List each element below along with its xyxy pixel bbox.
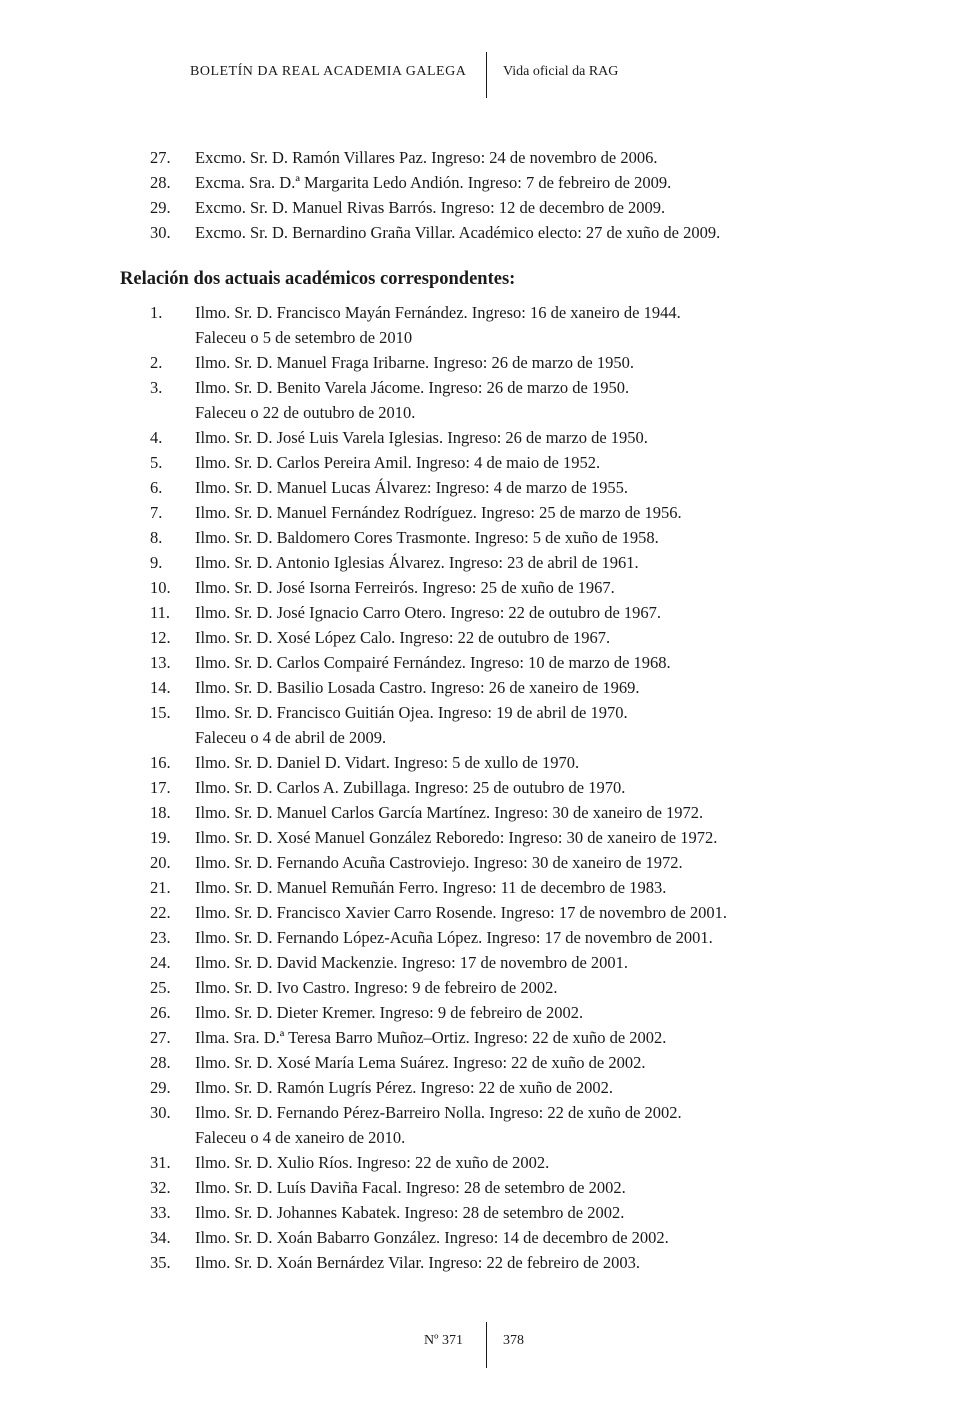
entry-text: Ilmo. Sr. D. David Mackenzie. Ingreso: 17 de novembro de 2001. bbox=[195, 953, 629, 972]
entry-number: 3. bbox=[150, 378, 163, 397]
entry-note-line bbox=[0, 400, 975, 425]
entry-line bbox=[0, 525, 975, 550]
entry-line bbox=[0, 1225, 975, 1250]
entry-number: 34. bbox=[150, 1228, 171, 1247]
list-item bbox=[0, 375, 975, 425]
entry-number: 17. bbox=[150, 778, 171, 797]
list-item bbox=[0, 1175, 975, 1200]
entry-text: Ilmo. Sr. D. Manuel Carlos García Martínez. Ingreso: 30 de xaneiro de 1972. bbox=[195, 803, 704, 822]
entry-number: 12. bbox=[150, 628, 171, 647]
entry-number: 33. bbox=[150, 1203, 171, 1222]
list-item bbox=[0, 775, 975, 800]
entry-text: Excmo. Sr. D. Manuel Rivas Barrós. Ingreso: 12 de decembro de 2009. bbox=[195, 198, 666, 217]
numerary-academicians-list bbox=[0, 145, 975, 245]
entry-line bbox=[0, 375, 975, 400]
entry-text: Ilmo. Sr. D. Johannes Kabatek. Ingreso: 28 de setembro de 2002. bbox=[195, 1203, 625, 1222]
list-item bbox=[0, 550, 975, 575]
list-item bbox=[0, 675, 975, 700]
entry-text: Ilmo. Sr. D. Ramón Lugrís Pérez. Ingreso: 22 de xuño de 2002. bbox=[195, 1078, 613, 1097]
list-item bbox=[0, 1225, 975, 1250]
entry-line bbox=[0, 450, 975, 475]
entry-line bbox=[0, 300, 975, 325]
entry-number: 18. bbox=[150, 803, 171, 822]
entry-number: 29. bbox=[150, 1078, 171, 1097]
entry-text: Ilmo. Sr. D. José Luis Varela Iglesias. Ingreso: 26 de marzo de 1950. bbox=[195, 428, 648, 447]
entry-line bbox=[0, 775, 975, 800]
entry-number: 4. bbox=[150, 428, 163, 447]
entry-number: 23. bbox=[150, 928, 171, 947]
entry-text: Faleceu o 4 de abril de 2009. bbox=[195, 728, 387, 747]
entry-line bbox=[0, 500, 975, 525]
entry-text: Ilmo. Sr. D. Xoán Babarro González. Ingreso: 14 de decembro de 2002. bbox=[195, 1228, 669, 1247]
entry-line bbox=[0, 650, 975, 675]
entry-text: Ilmo. Sr. D. Basilio Losada Castro. Ingreso: 26 de xaneiro de 1969. bbox=[195, 678, 640, 697]
list-item bbox=[0, 170, 975, 195]
entry-number: 7. bbox=[150, 503, 163, 522]
entry-line bbox=[0, 1200, 975, 1225]
entry-text: Ilmo. Sr. D. Fernando Acuña Castroviejo. Ingreso: 30 de xaneiro de 1972. bbox=[195, 853, 683, 872]
list-item bbox=[0, 700, 975, 750]
list-item bbox=[0, 900, 975, 925]
entry-line bbox=[0, 900, 975, 925]
issue-number: Nº 371 bbox=[424, 1333, 463, 1348]
list-item bbox=[0, 220, 975, 245]
entry-text: Excmo. Sr. D. Ramón Villares Paz. Ingreso: 24 de novembro de 2006. bbox=[195, 148, 658, 167]
entry-line bbox=[0, 875, 975, 900]
entry-number: 30. bbox=[150, 223, 171, 242]
entry-number: 28. bbox=[150, 173, 171, 192]
entry-text: Ilmo. Sr. D. José Isorna Ferreirós. Ingreso: 25 de xuño de 1967. bbox=[195, 578, 615, 597]
entry-line bbox=[0, 1050, 975, 1075]
list-item bbox=[0, 800, 975, 825]
entry-line bbox=[0, 800, 975, 825]
footer-divider bbox=[486, 1322, 487, 1368]
entry-text: Ilmo. Sr. D. Xoán Bernárdez Vilar. Ingreso: 22 de febreiro de 2003. bbox=[195, 1253, 641, 1272]
list-item bbox=[0, 950, 975, 975]
entry-line bbox=[0, 1175, 975, 1200]
entry-line bbox=[0, 195, 975, 220]
entry-line bbox=[0, 1100, 975, 1125]
entry-text: Excma. Sra. D.ª Margarita Ledo Andión. Ingreso: 7 de febreiro de 2009. bbox=[195, 173, 672, 192]
entry-text: Ilmo. Sr. D. Fernando López-Acuña López. Ingreso: 17 de novembro de 2001. bbox=[195, 928, 713, 947]
section-title: Vida oficial da RAG bbox=[503, 64, 619, 79]
entry-number: 15. bbox=[150, 703, 171, 722]
entry-number: 2. bbox=[150, 353, 163, 372]
entry-text: Ilmo. Sr. D. Baldomero Cores Trasmonte. Ingreso: 5 de xuño de 1958. bbox=[195, 528, 659, 547]
entry-number: 31. bbox=[150, 1153, 171, 1172]
entry-text: Ilmo. Sr. D. Francisco Guitián Ojea. Ingreso: 19 de abril de 1970. bbox=[195, 703, 628, 722]
list-item bbox=[0, 825, 975, 850]
entry-text: Ilmo. Sr. D. Ivo Castro. Ingreso: 9 de febreiro de 2002. bbox=[195, 978, 558, 997]
list-item bbox=[0, 975, 975, 1000]
list-item bbox=[0, 650, 975, 675]
list-item bbox=[0, 575, 975, 600]
entry-number: 22. bbox=[150, 903, 171, 922]
list-item bbox=[0, 1000, 975, 1025]
entry-note-line bbox=[0, 725, 975, 750]
entry-text: Ilmo. Sr. D. Luís Daviña Facal. Ingreso: 28 de setembro de 2002. bbox=[195, 1178, 626, 1197]
entry-line bbox=[0, 350, 975, 375]
entry-line bbox=[0, 425, 975, 450]
list-item bbox=[0, 1200, 975, 1225]
list-item bbox=[0, 1250, 975, 1275]
list-item bbox=[0, 600, 975, 625]
entry-text: Ilmo. Sr. D. Carlos Compairé Fernández. Ingreso: 10 de marzo de 1968. bbox=[195, 653, 671, 672]
entry-line bbox=[0, 600, 975, 625]
journal-title: BOLETÍN DA REAL ACADEMIA GALEGA bbox=[190, 64, 467, 79]
entry-line bbox=[0, 825, 975, 850]
entry-line bbox=[0, 550, 975, 575]
entry-line bbox=[0, 950, 975, 975]
entry-note-line bbox=[0, 1125, 975, 1150]
entry-line bbox=[0, 675, 975, 700]
entry-text: Faleceu o 22 de outubro de 2010. bbox=[195, 403, 416, 422]
entry-line bbox=[0, 975, 975, 1000]
list-item bbox=[0, 525, 975, 550]
entry-text: Ilmo. Sr. D. Dieter Kremer. Ingreso: 9 de febreiro de 2002. bbox=[195, 1003, 584, 1022]
list-item bbox=[0, 195, 975, 220]
entry-number: 13. bbox=[150, 653, 171, 672]
entry-number: 9. bbox=[150, 553, 163, 572]
entry-text: Excmo. Sr. D. Bernardino Graña Villar. Académico electo: 27 de xuño de 2009. bbox=[195, 223, 721, 242]
entry-text: Ilmo. Sr. D. Carlos Pereira Amil. Ingreso: 4 de maio de 1952. bbox=[195, 453, 601, 472]
list-item bbox=[0, 750, 975, 775]
entry-number: 10. bbox=[150, 578, 171, 597]
entry-line bbox=[0, 1250, 975, 1275]
list-item bbox=[0, 625, 975, 650]
header-divider bbox=[486, 52, 487, 98]
list-item bbox=[0, 1025, 975, 1050]
entry-number: 32. bbox=[150, 1178, 171, 1197]
entry-note-line bbox=[0, 325, 975, 350]
entry-number: 35. bbox=[150, 1253, 171, 1272]
list-item bbox=[0, 925, 975, 950]
entry-number: 27. bbox=[150, 148, 171, 167]
entry-number: 8. bbox=[150, 528, 163, 547]
list-item bbox=[0, 875, 975, 900]
entry-number: 16. bbox=[150, 753, 171, 772]
list-item bbox=[0, 1100, 975, 1150]
entry-text: Ilmo. Sr. D. Francisco Xavier Carro Rosende. Ingreso: 17 de novembro de 2001. bbox=[195, 903, 728, 922]
entry-number: 27. bbox=[150, 1028, 171, 1047]
entry-number: 29. bbox=[150, 198, 171, 217]
page-footer bbox=[0, 1322, 975, 1368]
list-item bbox=[0, 450, 975, 475]
entry-text: Ilmo. Sr. D. Xosé López Calo. Ingreso: 22 de outubro de 1967. bbox=[195, 628, 611, 647]
entry-number: 28. bbox=[150, 1053, 171, 1072]
entry-text: Ilmo. Sr. D. Manuel Lucas Álvarez: Ingreso: 4 de marzo de 1955. bbox=[195, 478, 629, 497]
entry-text: Ilmo. Sr. D. José Ignacio Carro Otero. Ingreso: 22 de outubro de 1967. bbox=[195, 603, 662, 622]
list-item bbox=[0, 350, 975, 375]
entry-number: 24. bbox=[150, 953, 171, 972]
entry-text: Faleceu o 4 de xaneiro de 2010. bbox=[195, 1128, 406, 1147]
list-item bbox=[0, 500, 975, 525]
entry-number: 30. bbox=[150, 1103, 171, 1122]
entry-number: 19. bbox=[150, 828, 171, 847]
entry-line bbox=[0, 750, 975, 775]
entry-number: 1. bbox=[150, 303, 163, 322]
entry-text: Ilmo. Sr. D. Manuel Remuñán Ferro. Ingreso: 11 de decembro de 1983. bbox=[195, 878, 667, 897]
entry-text: Ilmo. Sr. D. Francisco Mayán Fernández. Ingreso: 16 de xaneiro de 1944. bbox=[195, 303, 681, 322]
entry-number: 20. bbox=[150, 853, 171, 872]
list-item bbox=[0, 1050, 975, 1075]
entry-text: Ilmo. Sr. D. Xulio Ríos. Ingreso: 22 de xuño de 2002. bbox=[195, 1153, 550, 1172]
entry-text: Ilmo. Sr. D. Manuel Fraga Iribarne. Ingreso: 26 de marzo de 1950. bbox=[195, 353, 634, 372]
list-item bbox=[0, 1075, 975, 1100]
entry-text: Ilmo. Sr. D. Daniel D. Vidart. Ingreso: 5 de xullo de 1970. bbox=[195, 753, 580, 772]
entry-line bbox=[0, 170, 975, 195]
entry-line bbox=[0, 700, 975, 725]
entry-line bbox=[0, 1025, 975, 1050]
list-item bbox=[0, 850, 975, 875]
entry-text: Ilmo. Sr. D. Manuel Fernández Rodríguez. Ingreso: 25 de marzo de 1956. bbox=[195, 503, 682, 522]
heading-text: Relación dos actuais académicos correspondentes: bbox=[120, 269, 516, 289]
entry-number: 11. bbox=[150, 603, 171, 622]
entry-line bbox=[0, 925, 975, 950]
entry-line bbox=[0, 220, 975, 245]
entry-number: 14. bbox=[150, 678, 171, 697]
entry-number: 26. bbox=[150, 1003, 171, 1022]
page-number: 378 bbox=[503, 1333, 524, 1348]
corresponding-academicians-heading bbox=[120, 269, 515, 290]
entry-line bbox=[0, 145, 975, 170]
entry-text: Faleceu o 5 de setembro de 2010 bbox=[195, 328, 413, 347]
entry-text: Ilmo. Sr. D. Carlos A. Zubillaga. Ingreso: 25 de outubro de 1970. bbox=[195, 778, 626, 797]
entry-line bbox=[0, 625, 975, 650]
list-item bbox=[0, 145, 975, 170]
entry-line bbox=[0, 850, 975, 875]
entry-line bbox=[0, 475, 975, 500]
entry-line bbox=[0, 575, 975, 600]
list-item bbox=[0, 1150, 975, 1175]
corresponding-academicians-list bbox=[0, 300, 975, 1275]
list-item bbox=[0, 475, 975, 500]
running-header bbox=[0, 52, 975, 98]
entry-number: 25. bbox=[150, 978, 171, 997]
entry-text: Ilmo. Sr. D. Xosé María Lema Suárez. Ingreso: 22 de xuño de 2002. bbox=[195, 1053, 646, 1072]
entry-text: Ilma. Sra. D.ª Teresa Barro Muñoz–Ortiz. Ingreso: 22 de xuño de 2002. bbox=[195, 1028, 667, 1047]
entry-number: 5. bbox=[150, 453, 163, 472]
entry-text: Ilmo. Sr. D. Benito Varela Jácome. Ingreso: 26 de marzo de 1950. bbox=[195, 378, 630, 397]
list-item bbox=[0, 300, 975, 350]
entry-number: 21. bbox=[150, 878, 171, 897]
entry-line bbox=[0, 1150, 975, 1175]
entry-line bbox=[0, 1000, 975, 1025]
entry-text: Ilmo. Sr. D. Antonio Iglesias Álvarez. Ingreso: 23 de abril de 1961. bbox=[195, 553, 639, 572]
entry-number: 6. bbox=[150, 478, 163, 497]
entry-text: Ilmo. Sr. D. Xosé Manuel González Reboredo: Ingreso: 30 de xaneiro de 1972. bbox=[195, 828, 718, 847]
entry-text: Ilmo. Sr. D. Fernando Pérez-Barreiro Nolla. Ingreso: 22 de xuño de 2002. bbox=[195, 1103, 682, 1122]
entry-line bbox=[0, 1075, 975, 1100]
list-item bbox=[0, 425, 975, 450]
